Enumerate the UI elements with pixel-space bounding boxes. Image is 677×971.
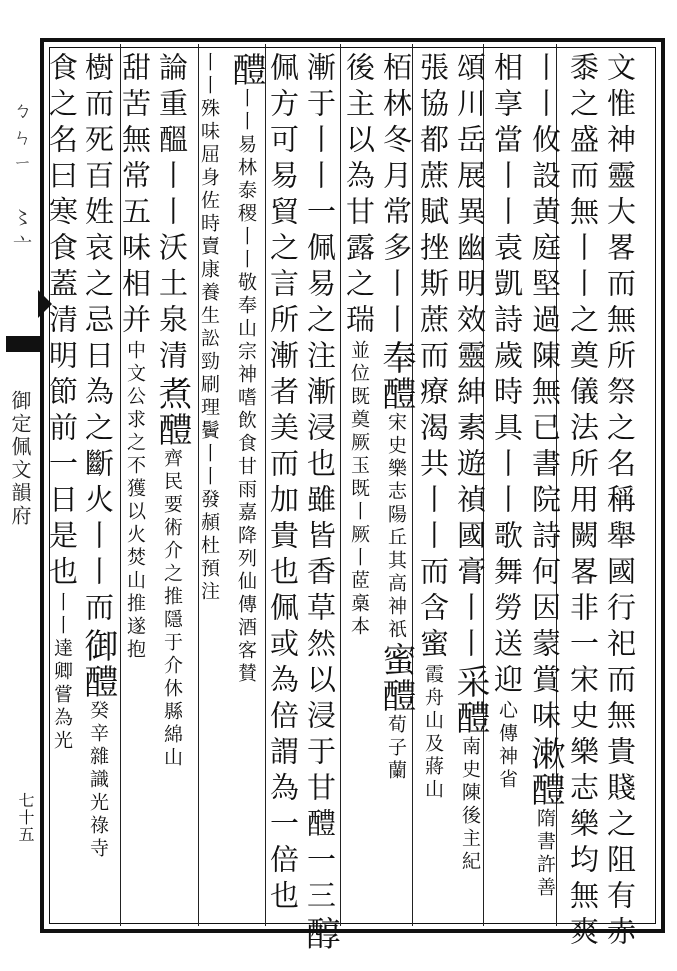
body-text: 丨丨攸設黄庭堅過陳無已書院詩何因蒙賞味 (528, 52, 562, 736)
heading-character: 漱 (525, 736, 565, 772)
text-column (118, 52, 152, 922)
annotation-text: 賛 (235, 663, 257, 686)
annotation-text: 心傳神省 (496, 700, 518, 792)
annotation-text: 宋史樂志陽丘其高神祇 (385, 412, 407, 642)
text-column (603, 52, 637, 952)
body-text: 黍之盛而無丨丨之奠儀法所用闕畧非一宋史樂志樂均無爽 (566, 52, 600, 952)
gutter-top-marks: ㄅㄣㄧ 〻亠 (10, 100, 32, 262)
body-text: 栢林冬月常多丨丨 (379, 52, 413, 340)
heading-character: 醴 (78, 664, 118, 700)
heading-character: 醴 (152, 412, 192, 448)
body-text: 佩方可易貿之言所漸者美而加貴也佩或為倍謂為一倍也 (266, 52, 300, 916)
annotation-text: 丨丨達卿嘗為光 (51, 592, 73, 753)
text-column (78, 52, 118, 922)
text-column (525, 52, 565, 922)
annotation-text: 中文公求之不獲以火焚山推遂抱 (124, 340, 146, 662)
heading-character: 御 (78, 628, 118, 664)
text-column (450, 52, 490, 922)
text-column (300, 52, 340, 952)
body-text: 樹而死百姓哀之忌日為之斷火丨丨而 (81, 52, 115, 628)
annotation-text: 齊民要術介之推隱于介休縣綿山 (161, 448, 183, 770)
annotation-text: 丨丨易林泰稷丨丨敬奉山宗神嗜飲食甘雨嘉降列仙傳酒客 (235, 88, 257, 663)
page-number: 七十五 (16, 792, 35, 843)
text-column (152, 52, 192, 922)
text-column (566, 52, 600, 952)
text-column (490, 52, 524, 922)
text-column (266, 52, 300, 922)
text-column (376, 52, 416, 922)
heading-character: 醴 (376, 376, 416, 412)
annotation-text: 並位既奠厥玉既丨厥丨 (348, 340, 370, 570)
heading-character: 煮 (152, 376, 192, 412)
annotation-text: 注 (198, 581, 220, 604)
annotation-text: 茝槀本 (348, 570, 370, 639)
text-column (192, 52, 226, 922)
text-column (45, 52, 79, 922)
text-column (226, 52, 266, 922)
body-text: 食之名曰寒食蓋清明節前一日是也 (45, 52, 79, 592)
body-text: 張協都蔗賦挫斯蔗而療渴共丨丨而含蜜 (416, 52, 450, 664)
book-title: 御定佩文韻府 (8, 390, 32, 528)
annotation-text: 癸辛雜識光祿寺 (87, 700, 109, 861)
heading-character: 蜜 (376, 642, 416, 678)
body-text: 後主以為甘露之瑞 (342, 52, 376, 340)
body-text: 甜苦無常五味相并 (118, 52, 152, 340)
heading-character: 醴 (376, 678, 416, 714)
heading-character: 采 (450, 664, 490, 700)
heading-character: 醴 (226, 52, 266, 88)
body-text: 漸于丨丨一佩易之注漸浸也雖皆香草然以浸于甘醴一三 (303, 52, 337, 916)
body-text: 相享當丨丨袁凱詩歲時具丨丨歌舞勞送迎 (490, 52, 524, 700)
annotation-text: 霞舟山及蔣山 (422, 664, 444, 802)
text-column (416, 52, 450, 922)
annotation-text: 荀子蘭 (385, 714, 407, 783)
body-text: 文惟神靈大畧而無所祭之名稱舉國行祀而無貴賤之阻有赤 (603, 52, 637, 952)
annotation-text: 隋書許善 (534, 808, 556, 900)
body-text: 頌川岳展異幽明效靈紳素遊禎國膏丨丨 (453, 52, 487, 664)
annotation-text: 丨丨殊味屈身佐時𧶠康養生訟勁刷理鬢丨丨發頳杜預 (198, 52, 220, 581)
fish-tail-bar (6, 336, 40, 352)
body-text: 論重醞丨丨沃土泉清 (155, 52, 189, 376)
column-rule (340, 44, 341, 926)
heading-character: 醴 (525, 772, 565, 808)
heading-character: 醇 (300, 916, 340, 952)
heading-character: 奉 (376, 340, 416, 376)
binding-gutter (0, 40, 38, 935)
annotation-text: 南史陳後主紀 (459, 736, 481, 874)
text-column (342, 52, 376, 922)
heading-character: 醴 (450, 700, 490, 736)
